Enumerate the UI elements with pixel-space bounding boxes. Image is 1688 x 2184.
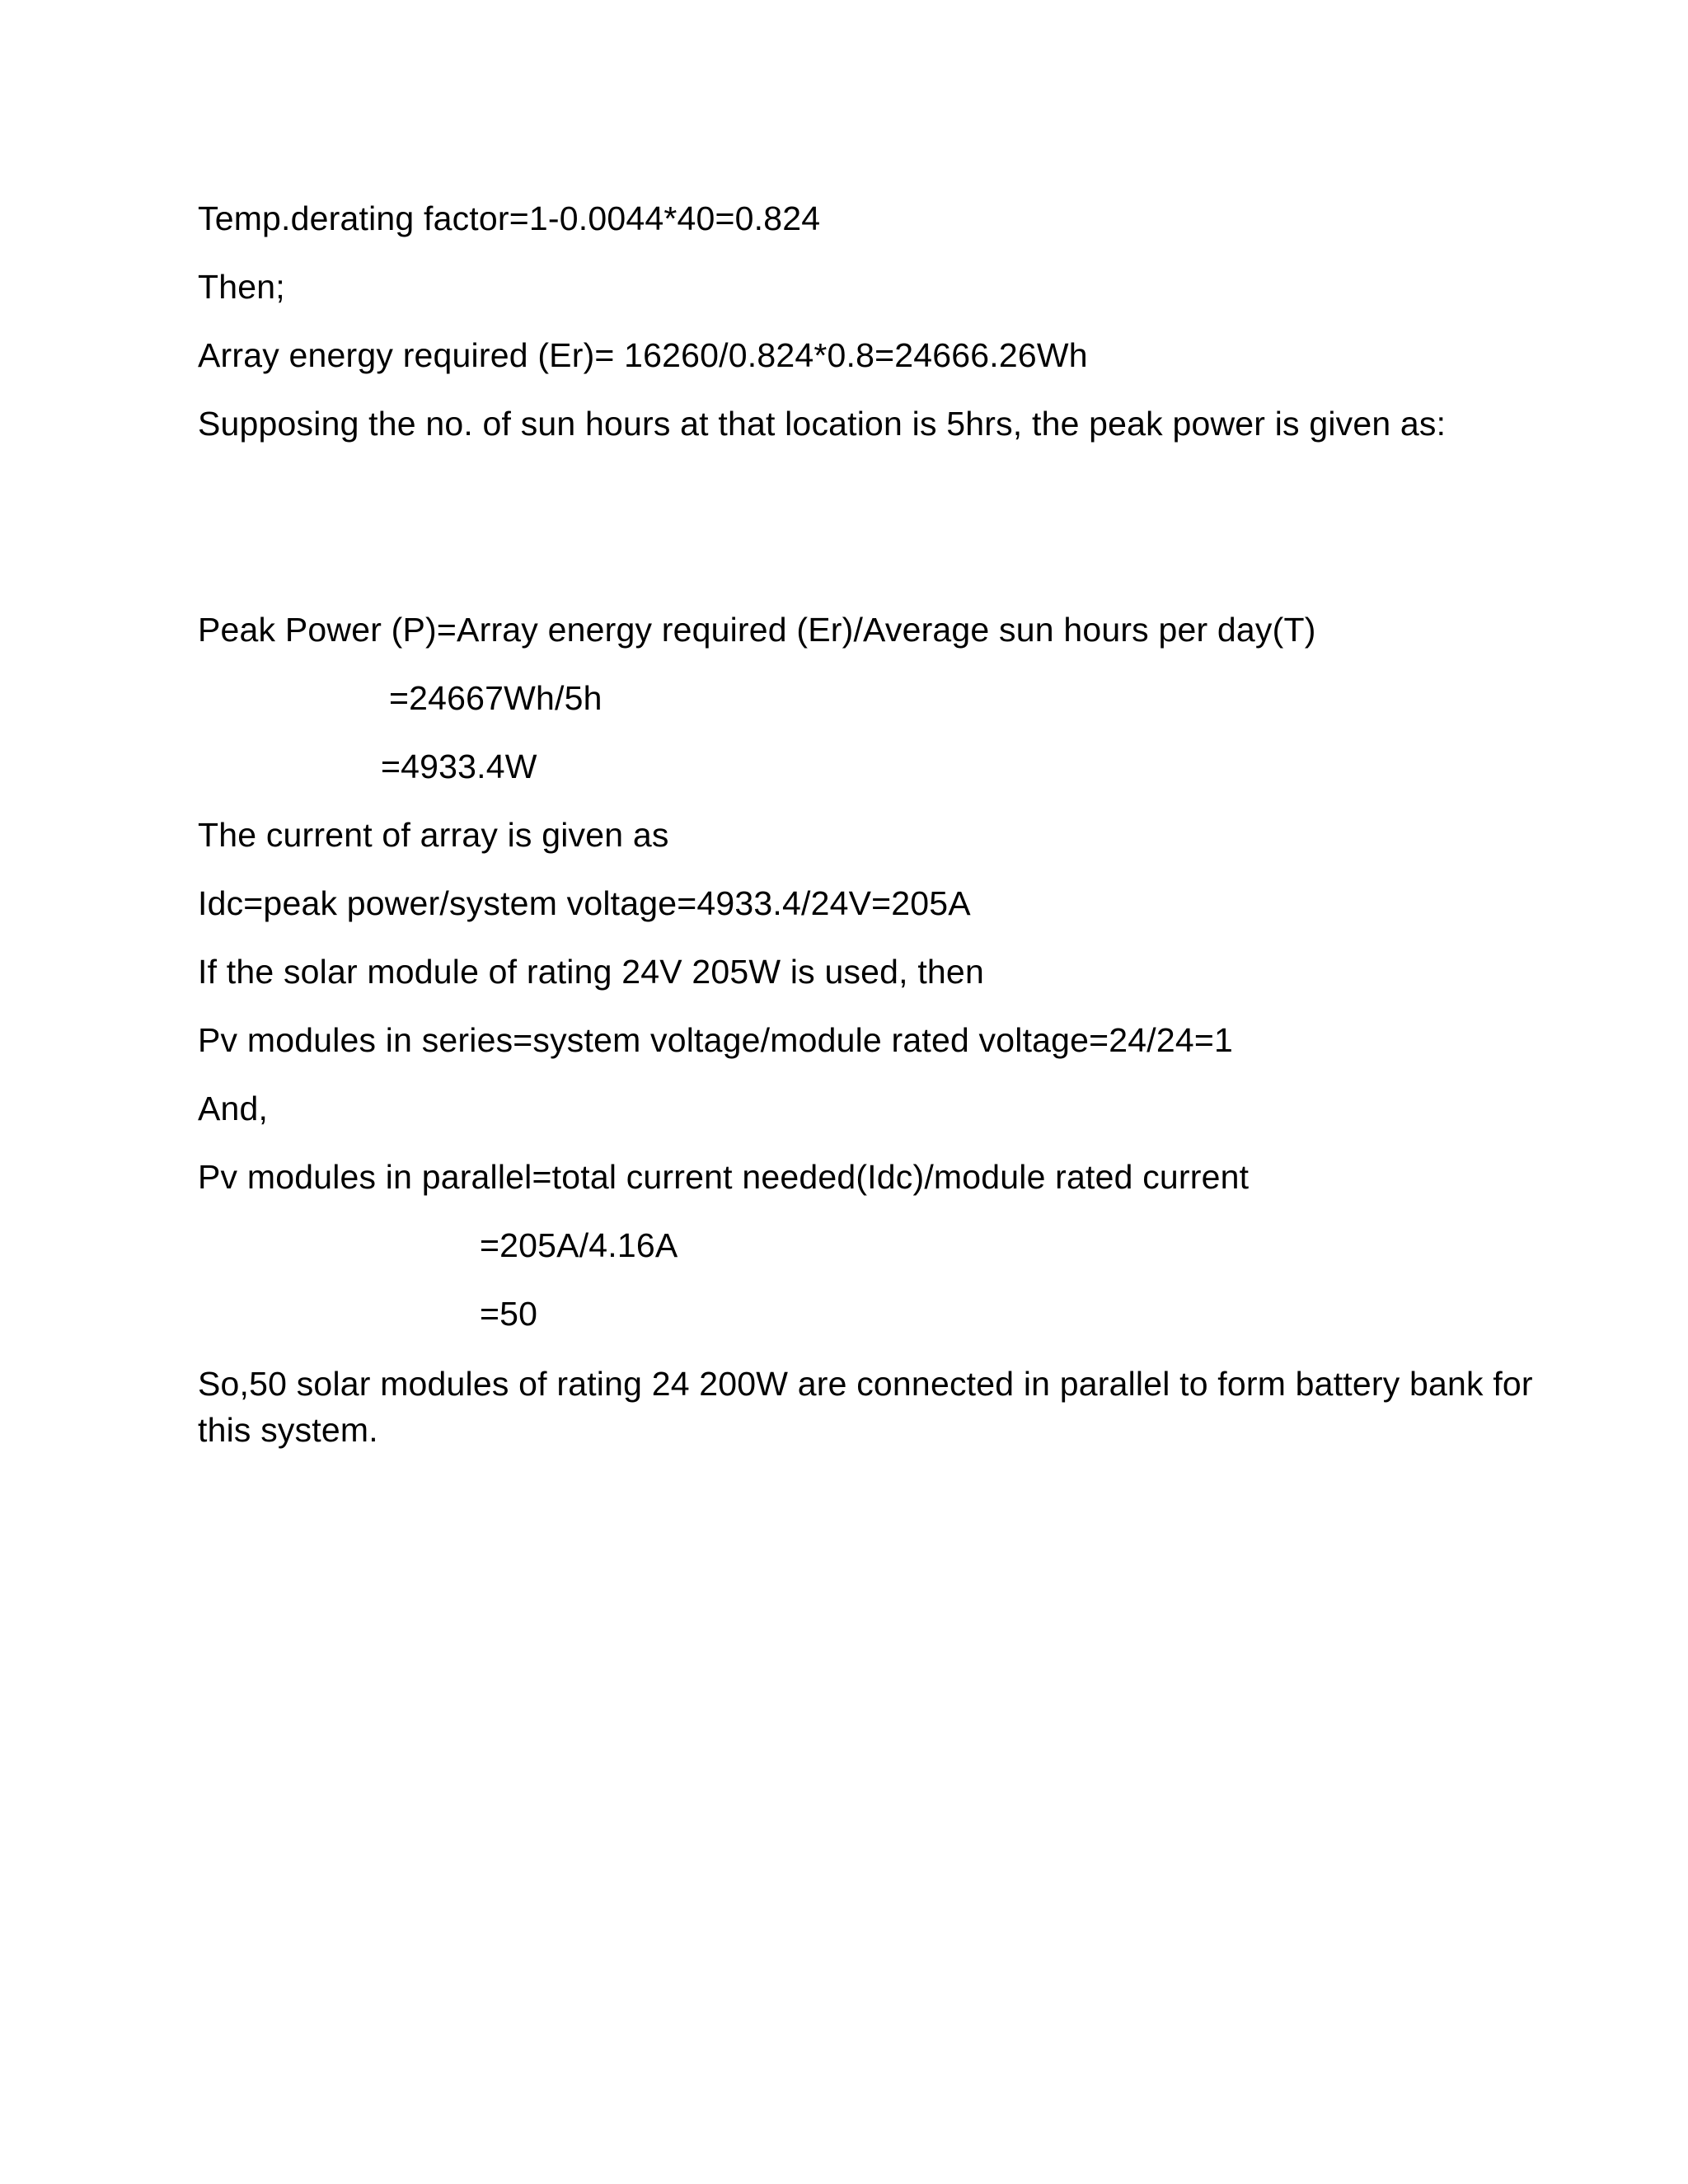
text-line: =205A/4.16A: [480, 1226, 678, 1264]
text-line: Temp.derating factor=1-0.0044*40=0.824: [198, 199, 821, 237]
text-line: Supposing the no. of sun hours at that location is 5hrs, the peak power is given as:: [198, 405, 1447, 443]
text-line: The current of array is given as: [198, 816, 669, 854]
text-line: Then;: [198, 268, 285, 306]
text-line: Idc=peak power/system voltage=4933.4/24V=205A: [198, 884, 971, 922]
text-line: Pv modules in parallel=total current needed(Idc)/module rated current: [198, 1158, 1250, 1196]
text-line: If the solar module of rating 24V 205W is used, then: [198, 953, 984, 991]
text-line: =4933.4W: [381, 748, 537, 785]
text-line: Array energy required (Er)= 16260/0.824*0.8=24666.26Wh: [198, 336, 1088, 374]
text-line: =24667Wh/5h: [389, 679, 603, 717]
text-paragraph: So,50 solar modules of rating 24 200W are connected in parallel to form battery bank for this system.: [198, 1365, 1533, 1449]
text-line: And,: [198, 1090, 269, 1127]
text-line: =50: [480, 1295, 538, 1333]
text-line: Peak Power (P)=Array energy required (Er)/Average sun hours per day(T): [198, 611, 1316, 649]
text-line: Pv modules in series=system voltage/module rated voltage=24/24=1: [198, 1021, 1234, 1059]
